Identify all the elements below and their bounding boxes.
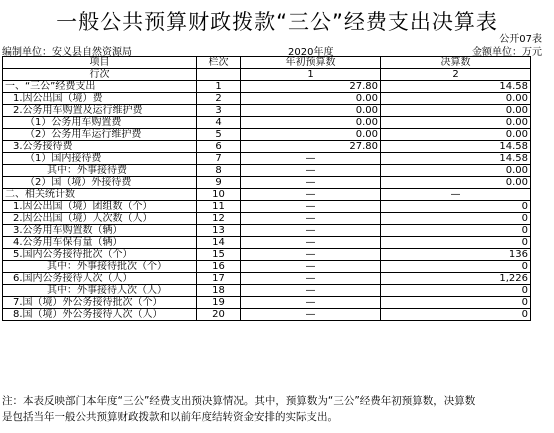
row-budget-cell: — [241, 249, 381, 261]
row-final-cell: 0 [381, 309, 531, 321]
row-item-cell: 7.国（境）外公务接待批次（个） [3, 297, 197, 309]
row-item-cell: 其中：外事接待批次（个） [3, 261, 197, 273]
row-number-cell: 2 [197, 93, 241, 105]
row-final-cell: 136 [381, 249, 531, 261]
row-number-cell: 13 [197, 225, 241, 237]
row-budget-cell: 27.80 [241, 81, 381, 93]
row-budget-cell: — [241, 153, 381, 165]
table-row [3, 213, 531, 225]
table-row [3, 237, 531, 249]
row-number-cell: 17 [197, 273, 241, 285]
row-item-cell: （2）公务用车运行维护费 [3, 129, 197, 141]
row-number-cell: 11 [197, 201, 241, 213]
row-number-cell: 16 [197, 261, 241, 273]
expenditure-table [2, 56, 531, 321]
row-budget-cell: — [241, 213, 381, 225]
row-final-cell: 0 [381, 237, 531, 249]
row-item-cell: 1.因公出国（境）团组数（个） [3, 201, 197, 213]
row-final-cell: 0.00 [381, 165, 531, 177]
header-row-no: 栏次 [197, 57, 241, 69]
footnote-line-2: 是包括当年一般公共预算财政拨款和以前年度结转资金安排的实际支出。 [2, 411, 338, 423]
table-row [3, 81, 531, 93]
row-final-cell: 0.00 [381, 117, 531, 129]
row-item-cell: 5.国内公务接待批次（个） [3, 249, 197, 261]
table-row [3, 201, 531, 213]
table-row [3, 141, 531, 153]
row-item-cell: （1）国内接待费 [3, 153, 197, 165]
row-number-cell: 7 [197, 153, 241, 165]
row-budget-cell: — [241, 225, 381, 237]
row-final-cell: 0.00 [381, 93, 531, 105]
table-row [3, 297, 531, 309]
table-row [3, 129, 531, 141]
row-budget-cell: — [241, 309, 381, 321]
row-budget-cell: — [241, 165, 381, 177]
row-budget-cell: 0.00 [241, 105, 381, 117]
row-budget-cell: — [241, 261, 381, 273]
table-row [3, 285, 531, 297]
row-final-cell: 0 [381, 213, 531, 225]
row-final-cell: 14.58 [381, 141, 531, 153]
table-row [3, 189, 531, 201]
table-row [3, 309, 531, 321]
row-budget-cell: — [241, 201, 381, 213]
table-row [3, 177, 531, 189]
row-budget-cell: — [241, 297, 381, 309]
row-number-cell: 5 [197, 129, 241, 141]
row-final-cell: 14.58 [381, 81, 531, 93]
row-number-cell: 1 [197, 81, 241, 93]
row-budget-cell: 0.00 [241, 93, 381, 105]
row-number-cell: 18 [197, 285, 241, 297]
row-number-cell: 19 [197, 297, 241, 309]
row-item-cell: （2）国（境）外接待费 [3, 177, 197, 189]
header-budget: 年初预算数 [241, 57, 381, 69]
row-budget-cell: — [241, 189, 381, 201]
row-number-cell: 12 [197, 213, 241, 225]
row-number-cell: 20 [197, 309, 241, 321]
row-final-cell: 0.00 [381, 105, 531, 117]
table-row [3, 261, 531, 273]
table-row [3, 225, 531, 237]
header-final: 决算数 [381, 57, 531, 69]
row-item-cell: 3.公务用车购置数（辆） [3, 225, 197, 237]
row-final-cell: 14.58 [381, 153, 531, 165]
row-final-cell: — [381, 189, 531, 201]
org-label: 编制单位：安义县自然资源局 [2, 47, 132, 58]
unit-label: 金额单位：万元 [472, 47, 542, 58]
row-final-cell: 0 [381, 201, 531, 213]
table-row [3, 117, 531, 129]
row-item-cell: 其中：外事接待人次（人） [3, 285, 197, 297]
row-item-cell: （1）公务用车购置费 [3, 117, 197, 129]
index-row [3, 69, 531, 81]
footnote-line-1: 注：本表反映部门本年度“三公”经费支出预决算情况。其中，预算数为“三公”经费年初预算数，决算数 [2, 395, 476, 407]
page-title: 一般公共预算财政拨款“三公”经费支出决算表 [56, 10, 498, 34]
table-row [3, 249, 531, 261]
footnote [2, 393, 542, 425]
index-blank [197, 69, 241, 81]
row-item-cell: 4.公务用车保有量（辆） [3, 237, 197, 249]
row-number-cell: 14 [197, 237, 241, 249]
table-row [3, 165, 531, 177]
header-item: 项目 [3, 57, 197, 69]
row-item-cell: 二、相关统计数 [3, 189, 197, 201]
row-number-cell: 15 [197, 249, 241, 261]
index-budget: 1 [241, 69, 381, 81]
row-budget-cell: — [241, 237, 381, 249]
row-number-cell: 9 [197, 177, 241, 189]
row-final-cell: 0 [381, 225, 531, 237]
row-item-cell: 3.公务接待费 [3, 141, 197, 153]
header-row [3, 57, 531, 69]
year-label: 2020年度 [288, 47, 334, 58]
row-budget-cell: 0.00 [241, 117, 381, 129]
index-label: 行次 [3, 69, 197, 81]
form-number: 公开07表 [499, 34, 542, 45]
row-budget-cell: — [241, 285, 381, 297]
table-row [3, 105, 531, 117]
row-final-cell: 0.00 [381, 177, 531, 189]
row-budget-cell: 0.00 [241, 129, 381, 141]
row-item-cell: 6.国内公务接待人次（人） [3, 273, 197, 285]
row-item-cell: 2.因公出国（境）人次数（人） [3, 213, 197, 225]
row-item-cell: 一、“三公”经费支出 [3, 81, 197, 93]
row-budget-cell: — [241, 177, 381, 189]
index-final: 2 [381, 69, 531, 81]
row-final-cell: 1,226 [381, 273, 531, 285]
row-final-cell: 0 [381, 261, 531, 273]
row-number-cell: 10 [197, 189, 241, 201]
row-item-cell: 1.因公出国（境）费 [3, 93, 197, 105]
row-number-cell: 8 [197, 165, 241, 177]
table-row [3, 273, 531, 285]
row-final-cell: 0.00 [381, 129, 531, 141]
row-number-cell: 4 [197, 117, 241, 129]
table-row [3, 93, 531, 105]
row-final-cell: 0 [381, 297, 531, 309]
table-row [3, 153, 531, 165]
meta-row [2, 43, 542, 58]
row-item-cell: 其中：外事接待费 [3, 165, 197, 177]
row-item-cell: 2.公务用车购置及运行维护费 [3, 105, 197, 117]
row-number-cell: 6 [197, 141, 241, 153]
row-final-cell: 0 [381, 285, 531, 297]
row-budget-cell: 27.80 [241, 141, 381, 153]
row-item-cell: 8.国（境）外公务接待人次（人） [3, 309, 197, 321]
row-number-cell: 3 [197, 105, 241, 117]
row-budget-cell: — [241, 273, 381, 285]
